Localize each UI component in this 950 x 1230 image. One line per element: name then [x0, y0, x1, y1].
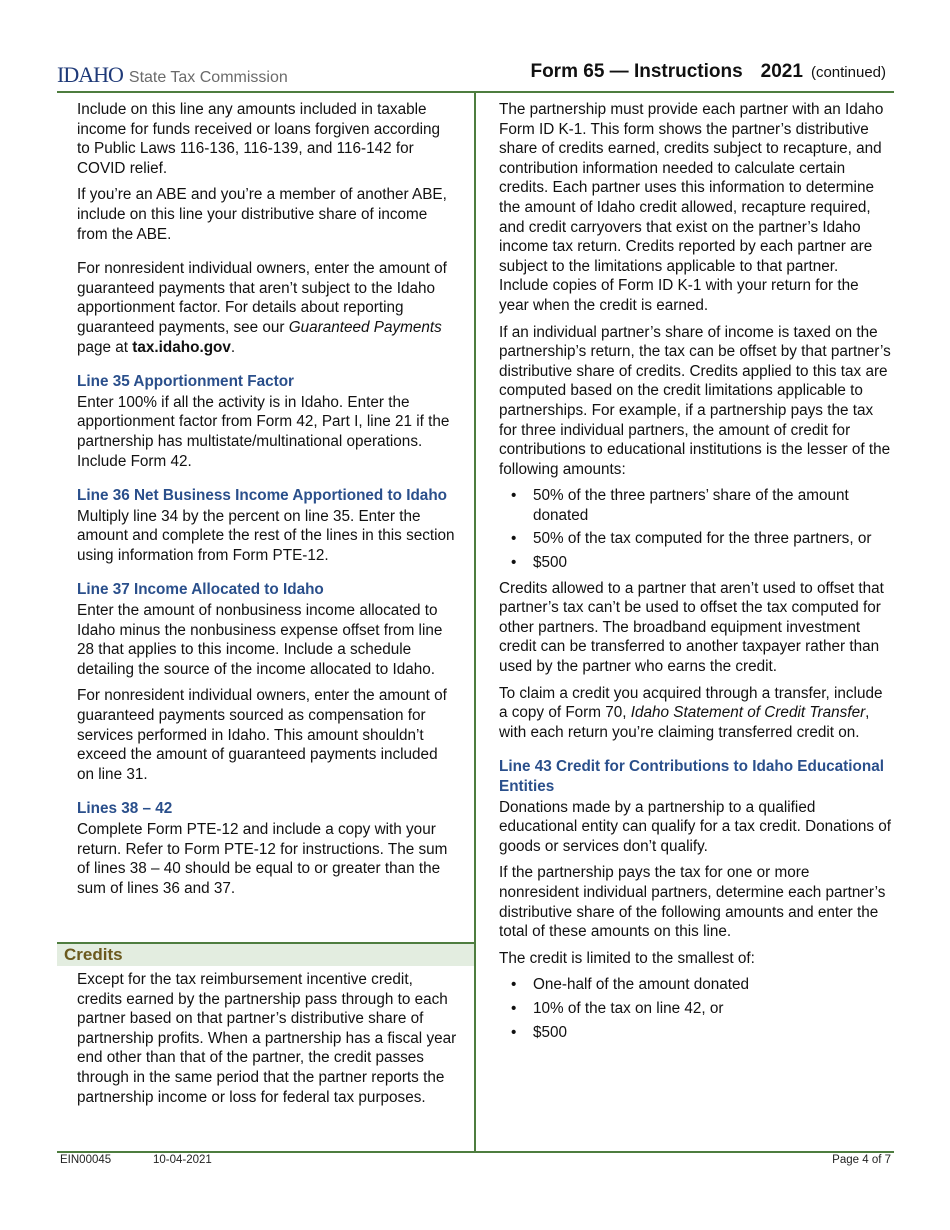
form-70-title: Idaho Statement of Credit Transfer	[630, 704, 866, 722]
paragraph-credits-allowed: Credits allowed to a partner that aren’t used to offset that partner’s tax can’t be used to offset the tax computed for other partners. The broadband equipment investment credit can be transferred to another taxpayer rather than used by the partner who earns the credit.	[499, 579, 884, 676]
list-item: • 50% of the three partners’ share of the amount donated	[511, 487, 849, 524]
paragraph-credits: Except for the tax reimbursement incentive credit, credits earned by the partnership pass through to each partner based on that partner’s distributive share of partnership profits. When a partnership has a fiscal year end other than that of the partner, the credit passes through in the same period that the partner reports the partnership income or loss for federal tax purposes.	[77, 971, 457, 1106]
logo-idaho-wordmark: IDAHO	[57, 62, 123, 87]
idaho-tax-commission-logo	[57, 62, 288, 88]
credits-section-header	[57, 942, 474, 966]
list-item: • One-half of the amount donated	[511, 976, 750, 994]
credit-limit-list	[499, 975, 891, 1042]
paragraph-line-43-b: If the partnership pays the tax for one or more nonresident individual partners, determine each partner’s distributive share of the following amounts and enter the total of these amounts on this line.	[499, 864, 886, 941]
paragraph-line-35: Enter 100% if all the activity is in Idaho. Enter the apportionment factor from Form 42, Part I, line 21 if the partnership has multistate/multinational operations. Include Form 42.	[77, 393, 450, 470]
column-divider	[474, 92, 476, 1152]
paragraph-line-37-b: For nonresident individual owners, enter the amount of guaranteed payments sourced as compensation for services performed in Idaho. This amount shouldn’t exceed the amount of guaranteed payments included on line 31.	[77, 687, 447, 783]
paragraph-abe-member: If you’re an ABE and you’re a member of another ABE, include on this line your distributive share of income from the ABE.	[77, 186, 447, 243]
heading-line-43: Line 43 Credit for Contributions to Idaho Educational Entities	[499, 758, 884, 795]
paragraph-lines-38-42: Complete Form PTE-12 and include a copy with your return. Refer to Form PTE-12 for instructions. The sum of lines 38 – 40 should be equal to or greater than the sum of lines 36 and 37.	[77, 821, 448, 897]
bullet-icon: •	[511, 976, 517, 994]
paragraph-line-37-a: Enter the amount of nonbusiness income allocated to Idaho minus the nonbusiness expense offset from line 28 that applies to this income. Include a schedule detailing the source of the income allocated to Idaho.	[77, 602, 443, 678]
heading-lines-38-42: Lines 38 – 42	[77, 800, 173, 818]
list-item: • $500	[511, 554, 568, 572]
bullet-icon: •	[511, 487, 517, 505]
list-item: • 10% of the tax on line 42, or	[511, 999, 724, 1017]
page-number: Page 4 of 7	[832, 1154, 891, 1166]
revision-date: 10-04-2021	[153, 1154, 212, 1166]
credits-heading: Credits	[64, 945, 123, 964]
form-code: EIN00045	[60, 1154, 112, 1166]
bullet-icon: •	[511, 530, 517, 548]
footer-divider	[57, 1151, 894, 1153]
heading-line-35: Line 35 Apportionment Factor	[77, 373, 295, 391]
logo-agency-name: State Tax Commission	[128, 69, 288, 86]
paragraph-form-id-k1: The partnership must provide each partner with an Idaho Form ID K-1. This form shows the partner’s distributive share of credits earned, credits subject to recapture, and contribution information needed to calculate certain credits. Each partner uses this information to determine the amount of Idaho credit allowed, recapture required, and credit carryovers that exist on the partner’s Idaho income tax return. Credits reported by each partner are subject to the limitations applicable to that partner. Include copies of Form ID K-1 with your return for the year when the credit is earned.	[499, 101, 884, 314]
heading-line-36: Line 36 Net Business Income Apportioned to Idaho	[77, 487, 448, 505]
list-item: • 50% of the tax computed for the three partners, or	[511, 530, 872, 548]
page-header	[57, 60, 892, 92]
continued-label: (continued)	[810, 64, 886, 81]
right-column	[499, 100, 891, 1048]
paragraph-line-43-c: The credit is limited to the smallest of:	[499, 949, 755, 967]
bullet-icon: •	[511, 1023, 517, 1041]
lesser-amounts-list	[499, 486, 891, 572]
bullet-icon: •	[511, 999, 517, 1017]
paragraph-credit-transfer: To claim a credit you acquired through a transfer, include a copy of Form 70, Idaho Statement of Credit Transfer, with each return you’re claiming transferred credit on.	[499, 684, 883, 741]
paragraph-line-43-a: Donations made by a partnership to a qualified educational entity can qualify for a tax credit. Donations of goods or services don’t qualify.	[499, 798, 891, 855]
paragraph-line-36: Multiply line 34 by the percent on line 35. Enter the amount and complete the rest of the lines in this section using information from Form PTE-12.	[77, 507, 455, 564]
bullet-icon: •	[511, 554, 517, 572]
tax-idaho-gov-link: tax.idaho.gov	[132, 338, 231, 356]
form-title	[530, 61, 886, 83]
left-column	[77, 100, 457, 905]
paragraph-guaranteed-payments: For nonresident individual owners, enter the amount of guaranteed payments that aren’t subject to the Idaho apportionment factor. For details about reporting guaranteed payments, see our Guaranteed Payments page at tax.idaho.gov.	[77, 260, 447, 356]
paragraph-partner-share: If an individual partner’s share of income is taxed on the partnership’s return, the tax can be offset by that partner’s distributive share of credits. Credits applied to this tax are computed based on the credit limitations applicable to partnerships. For example, if a partnership pays the tax for three individual partners, the amount of credit for contributions to educational institutions is the lesser of the following amounts:	[499, 323, 891, 478]
list-item: • $500	[511, 1023, 568, 1041]
form-year: 2021	[760, 61, 803, 82]
heading-line-37: Line 37 Income Allocated to Idaho	[77, 581, 324, 599]
paragraph-covid-relief: Include on this line any amounts included in taxable income for funds received or loans forgiven according to Public Laws 116-136, 116-139, and 116-142 for COVID relief.	[77, 101, 441, 177]
form-title-text: Form 65 — Instructions	[530, 61, 743, 82]
guaranteed-payments-italic: Guaranteed Payments	[288, 318, 442, 336]
